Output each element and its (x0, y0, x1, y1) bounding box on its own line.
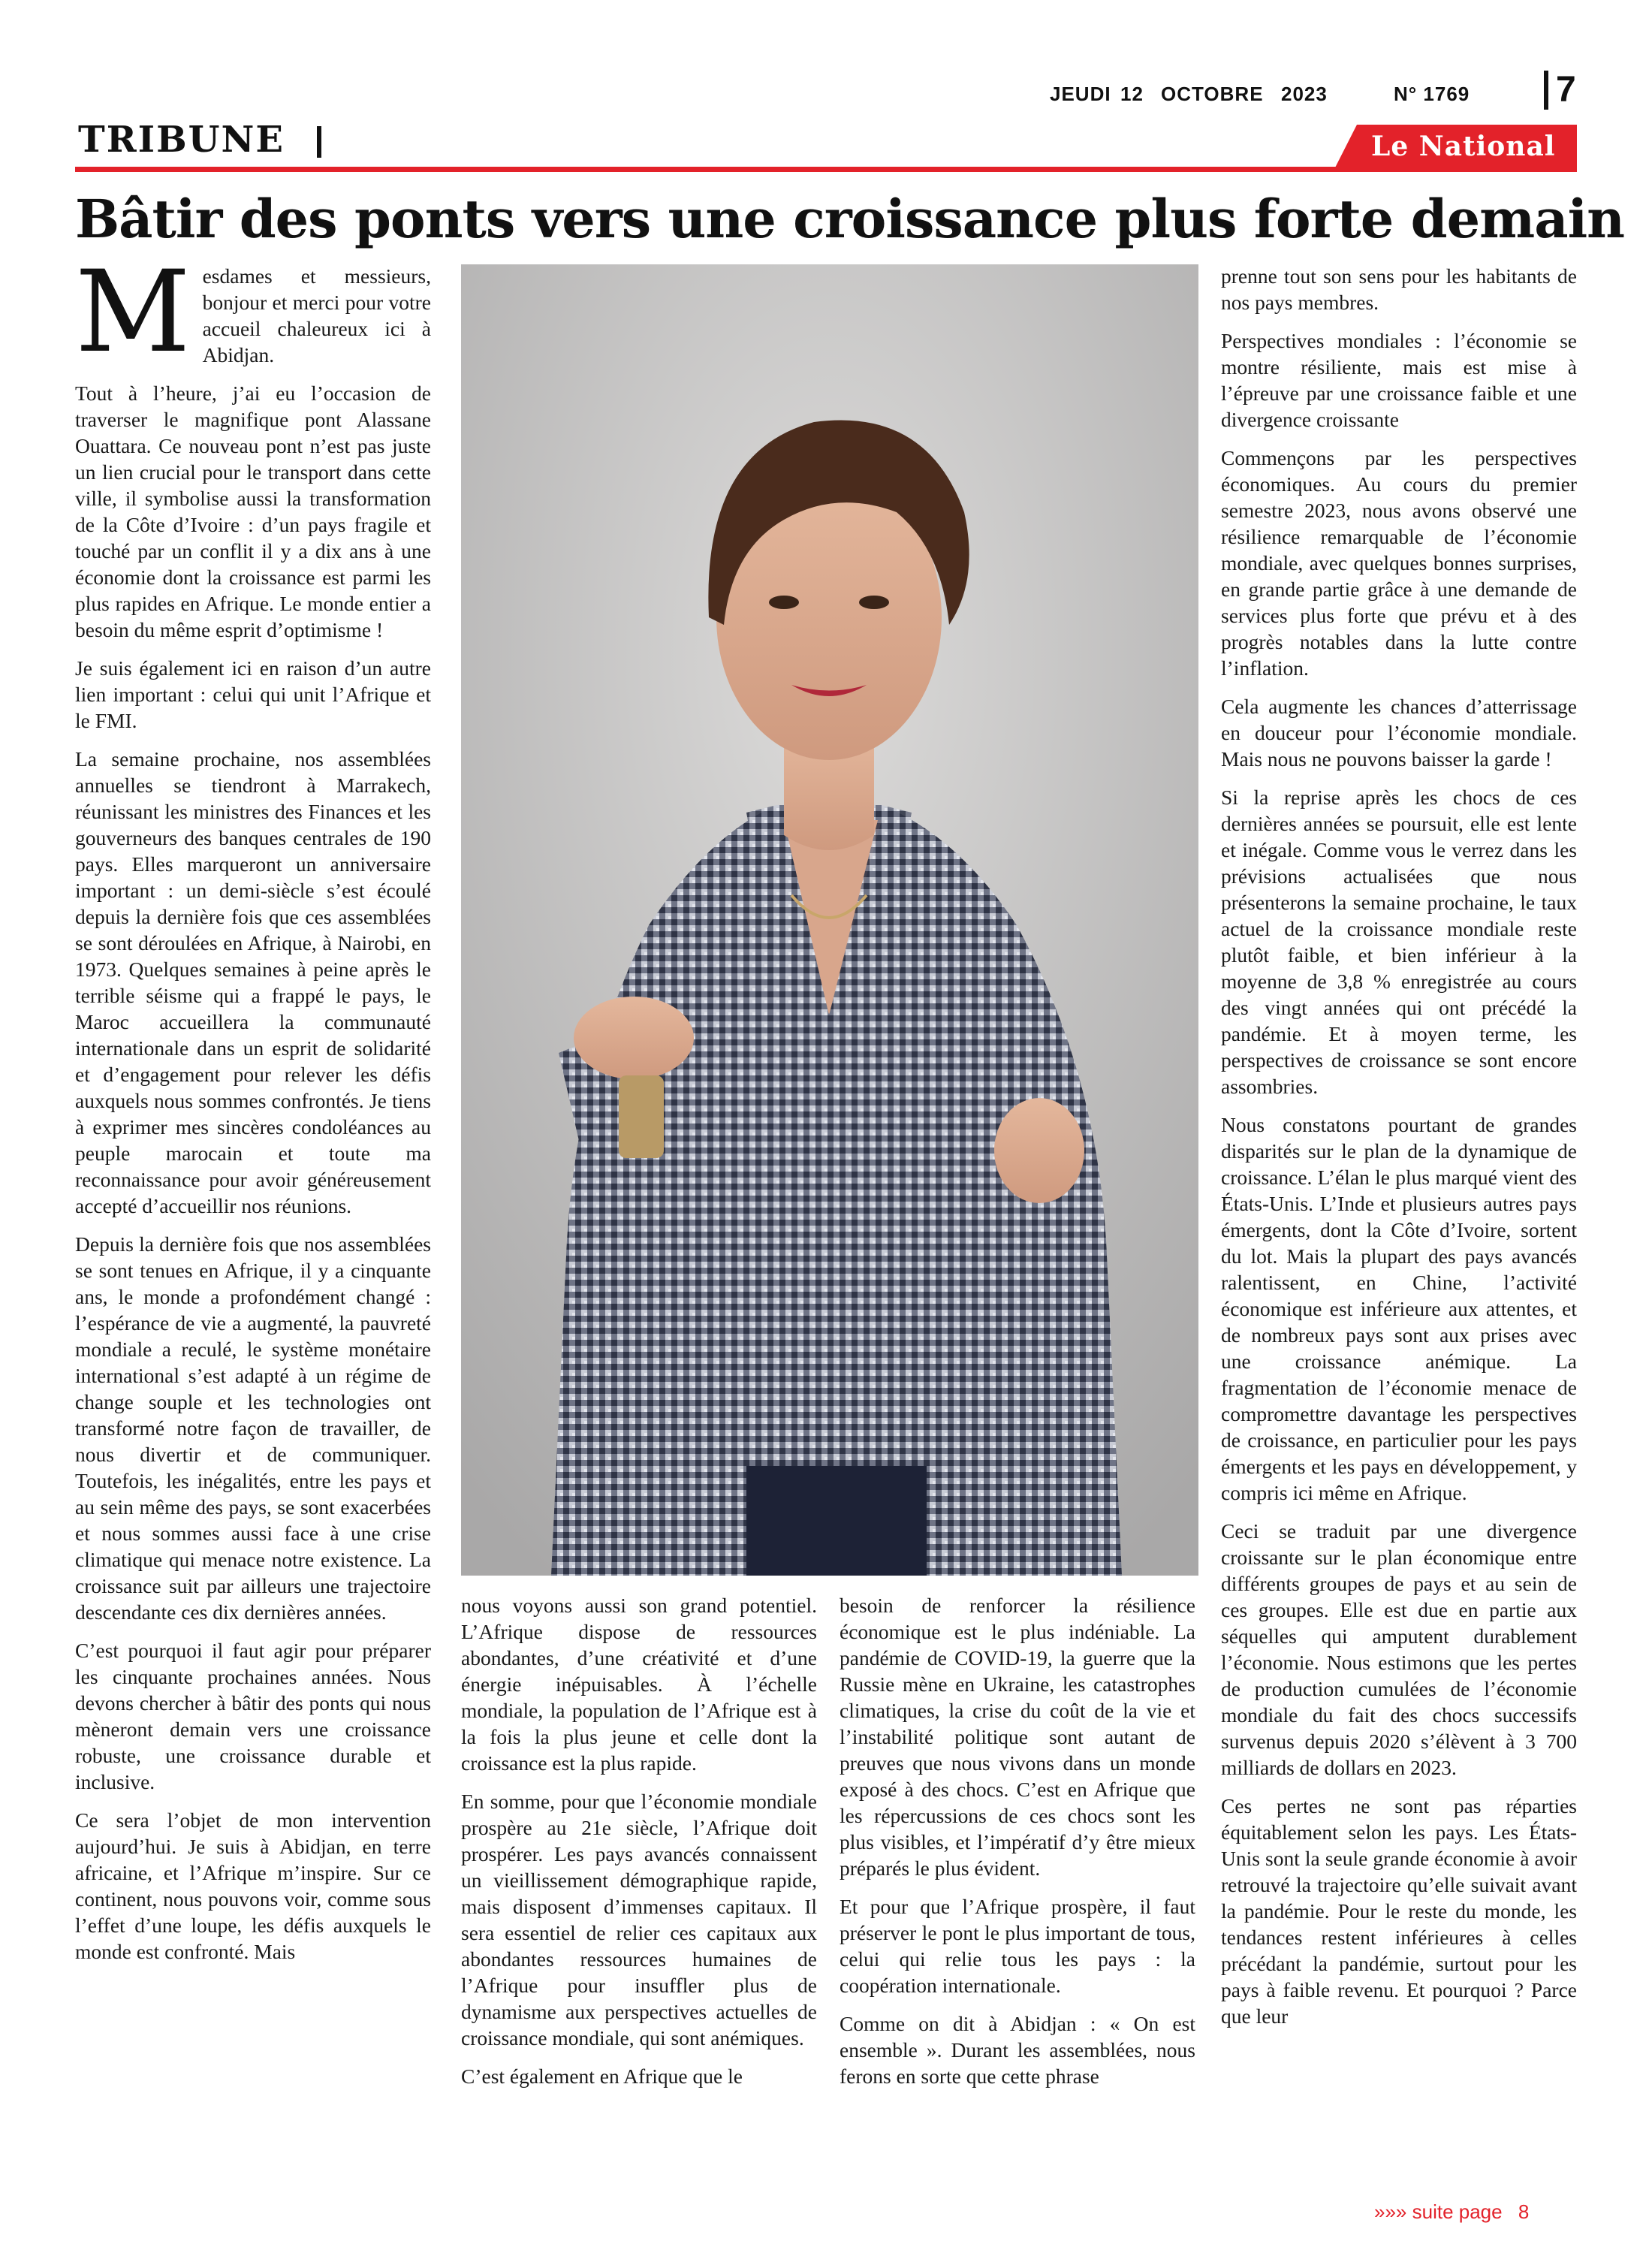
article-headline: Bâtir des ponts vers une croissance plus forte demain (75, 188, 1625, 250)
article-paragraph: Cela augmente les chances d’atterrissage en douceur pour l’économie mondiale. Mais nous ne pouvons baisser la garde ! (1221, 695, 1577, 771)
rubric-separator (317, 126, 321, 158)
article-paragraph: Ces pertes ne sont pas réparties équitablement selon les pays. Les États-Unis sont la seule grande économie à avoir retrouvé la trajectoire qu’elle suivait avant la pandémie. Pour le reste du monde, les tendances restent inférieures à celles précédant la pandémie, surtout pour les pays à faible revenu. Et pourquoi ? Parce que leur (1221, 1794, 1577, 2028)
article-paragraph: Commençons par les perspectives économiques. Au cours du premier semestre 2023, nous avons observé une résilience remarquable de l’économie mondiale, avec quelques bonnes surprises, en grande partie grâce à une demande de services plus forte que prévu et à des progrès notables dans la lutte contre l’inflation. (1221, 446, 1577, 680)
date-day: JEUDI (1050, 83, 1111, 105)
section-rubric: TRIBUNE (78, 119, 285, 161)
article-paragraph: Tout à l’heure, j’ai eu l’occasion de traverser le magnifique pont Alassane Ouattara. Ce nouveau pont n’est pas juste un lien crucial pour le transport dans cette ville, il symbolise aussi la transformation de la Côte d’Ivoire : d’un pays fragile et touché par un conflit il y a dix ans à une économie dont la croissance est parmi les plus rapides en Afrique. Le monde entier a besoin du même esprit d’optimisme ! (75, 382, 431, 641)
article-column-2 (461, 1592, 817, 2101)
continued-page: 8 (1518, 2200, 1530, 2223)
article-column-4 (1221, 263, 1577, 2041)
article-paragraph: Ceci se traduit par une divergence croissante sur le plan économique entre différents groupes de pays et au sein de ces groupes. Elle est due en partie aux séquelles qui amputent durablement l’économie. Nous estimons que les pertes de production cumulées de l’économie mondiale du fait des chocs successifs survenus depuis 2020 s’élèvent à 3 700 milliards de dollars en 2023. (1221, 1519, 1577, 1779)
article-paragraph: C’est pourquoi il faut agir pour préparer les cinquante prochaines années. Nous devons chercher à bâtir des ponts qui nous mèneront demain vers une croissance robuste, une croissance durable et inclusive. (75, 1639, 431, 1793)
continued-link[interactable] (1374, 2200, 1529, 2224)
brand-name: Le National (1371, 131, 1556, 162)
article-column-3 (840, 1592, 1195, 2101)
article-paragraph: C’est également en Afrique que le (461, 2064, 743, 2088)
article-paragraph: Et pour que l’Afrique prospère, il faut préserver le pont le plus important de tous, celui qui relie tous les pays : la coopération internationale. (840, 1895, 1195, 1997)
article-paragraph: Je suis également ici en raison d’un autre lien important : celui qui unit l’Afrique et le FMI. (75, 656, 431, 732)
date-month: OCTOBRE (1161, 83, 1264, 105)
article-paragraph: Si la reprise après les chocs de ces dernières années se poursuit, elle est lente et inégale. Comme vous le verrez dans les prévisions actualisées que nous présenterons la semaine prochaine, le taux actuel de la croissance mondiale reste plutôt faible, et bien inférieur à la moyenne de 3,8 % enregistrée au cours des vingt années qui ont précédé la pandémie. Et à moyen terme, les perspectives de croissance se sont encore assombries. (1221, 786, 1577, 1098)
article-paragraph: Ce sera l’objet de mon intervention aujourd’hui. Je suis à Abidjan, en terre africaine, et l’Afrique m’inspire. Sur ce continent, nous pouvons voir, comme sous l’effet d’une loupe, les défis auxquels le monde est confronté. Mais (75, 1808, 431, 1963)
page-number-separator (1544, 71, 1548, 110)
portrait-photo (461, 264, 1198, 1576)
date-number: 12 (1120, 83, 1144, 105)
article-paragraph: nous voyons aussi son grand potentiel. L’Afrique dispose de ressources abondantes, d’une créativité et d’une énergie inépuisables. À l’échelle mondiale, la population de l’Afrique est à la fois la plus jeune et celle dont la croissance est la plus rapide. (461, 1594, 817, 1775)
continued-label: »»» suite page (1374, 2200, 1503, 2223)
article-paragraph: Perspectives mondiales : l’économie se montre résiliente, mais est mise à l’épreuve par une croissance faible et une divergence croissante (1221, 329, 1577, 431)
article-paragraph: Mesdames et messieurs, bonjour et merci pour votre accueil chaleureux ici à Abidjan. (75, 247, 431, 378)
article-paragraph: besoin de renforcer la résilience économique est le plus indéniable. La pandémie de COVID-19, la guerre que la Russie mène en Ukraine, les catastrophes climatiques, la crise du coût de la vie et l’instabilité politique sont autant de preuves que nous vivons dans un monde exposé à des chocs. C’est en Afrique que les répercussions de ces chocs sont les plus visibles, et l’impératif d’y être mieux préparés le plus évident. (840, 1594, 1195, 1880)
article-paragraph: Comme on dit à Abidjan : « On est ensemble ». Durant les assemblées, nous ferons en sorte que cette phrase (840, 2012, 1195, 2088)
article-paragraph: En somme, pour que l’économie mondiale prospère au 21e siècle, l’Afrique doit prospérer. Les pays avancés connaissent un vieillissement démographique rapide, mais disposent d’immenses capitaux. Il sera essentiel de relier ces capitaux aux abondantes ressources humaines de l’Afrique pour insuffler plus de dynamisme aux perspectives actuelles de croissance mondiale, qui sont anémiques. (461, 1790, 817, 2049)
page-number: 7 (1556, 70, 1576, 110)
article-paragraph: Depuis la dernière fois que nos assemblées se sont tenues en Afrique, il y a cinquante ans, le monde a profondément changé : l’espérance de vie a augmenté, la pauvreté mondiale a reculé, le système monétaire international s’est adapté à un régime de change souple et les technologies ont transformé notre façon de travailler, de nous divertir et de communiquer. Toutefois, les inégalités, entre les pays et au sein même des pays, se sont exacerbées et nous sommes aussi face à une crise climatique qui menace notre existence. La croissance suit par ailleurs une trajectoire descendante ces dix dernières années. (75, 1232, 431, 1624)
article-paragraph: Nous constatons pourtant de grandes disparités sur le plan de la dynamique de croissance. L’élan le plus marqué vient des États-Unis. L’Inde et plusieurs autres pays émergents, dont la Côte d’Ivoire, sortent du lot. Mais la plupart des pays avancés ralentissent, en Chine, l’activité économique est inférieure aux attentes, et de nombreux pays sont aux prises avec une croissance anémique. La fragmentation de l’économie menace de compromettre davantage les perspectives de croissance, en particulier pour les pays émergents et les pays en développement, y compris ici même en Afrique. (1221, 1113, 1577, 1504)
article-paragraph: La semaine prochaine, nos assemblées annuelles se tiendront à Marrakech, réunissant les ministres des Finances et les gouverneurs des banques centrales de 190 pays. Elles marqueront un anniversaire important : un demi-siècle s’est écoulé depuis la dernière fois que ces assemblées se sont déroulées en Afrique, à Nairobi, en 1973. Quelques semaines à peine après le terrible séisme qui a frappé le pays, le Maroc accueillera la communauté internationale dans un esprit de solidarité et d’engagement pour relever les défis auxquels nous sommes confrontés. Je tiens à exprimer mes sincères condoléances au peuple marocain et toute ma reconnaissance pour avoir généreusement accepté d’accueillir nos réunions. (75, 747, 431, 1217)
article-paragraph: prenne tout son sens pour les habitants de nos pays membres. (1221, 264, 1577, 314)
article-column-1 (75, 247, 431, 1977)
date-year: 2023 (1281, 83, 1328, 105)
issue-number: N° 1769 (1394, 83, 1470, 105)
drop-cap: M (75, 247, 191, 378)
